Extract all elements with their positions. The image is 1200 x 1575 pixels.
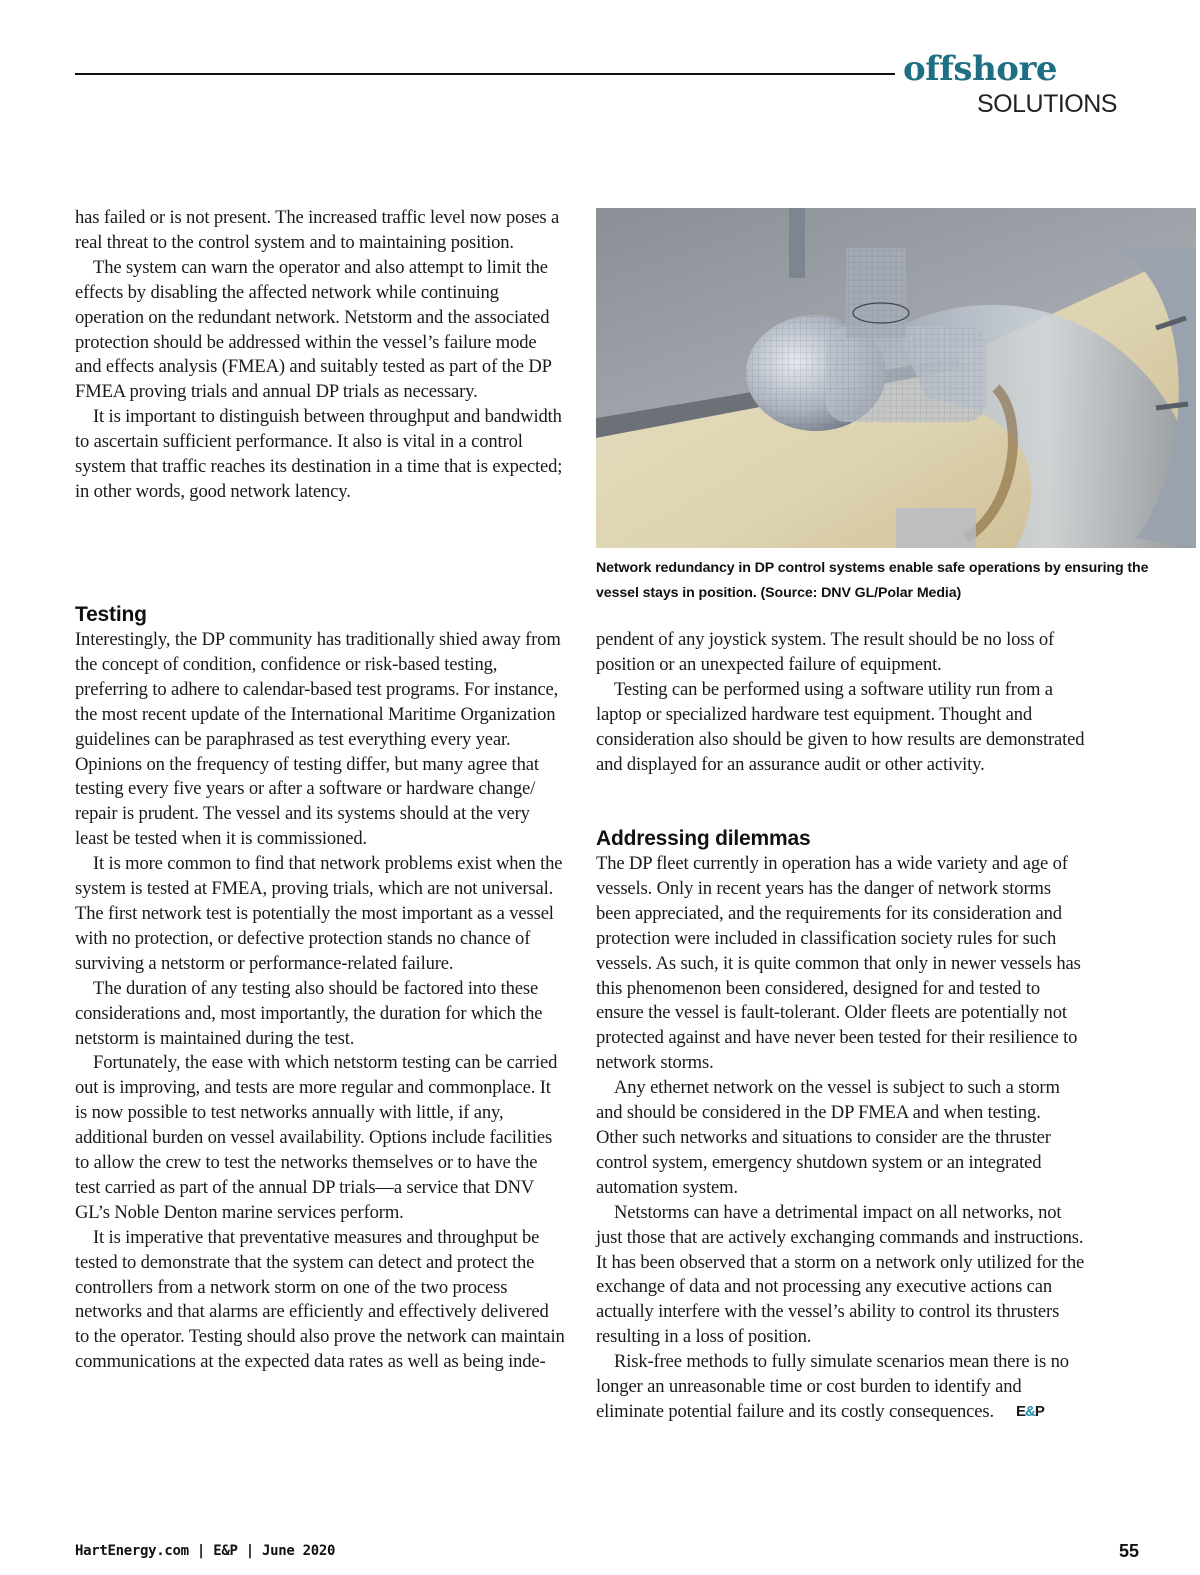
heading-addressing-dilemmas: Addressing dilemmas bbox=[596, 827, 811, 850]
left-column-testing bbox=[75, 628, 565, 1375]
paragraph: pendent of any joystick system. The result should be no loss of position or an unexpected failure of equipment. bbox=[596, 629, 1055, 675]
paragraph: The duration of any testing also should be factored into these considerations and, most importantly, the duration for which the netstorm is maintained during the test. bbox=[75, 977, 543, 1049]
paragraph: Any ethernet network on the vessel is subject to such a storm and should be considered in the DP FMEA and when testing. Other such networks and situations to consider are the thruster control system, emergency shutdown system or an integrated automation system. bbox=[596, 1077, 1060, 1198]
footer-publication: HartEnergy.com | E&P | June 2020 bbox=[75, 1543, 336, 1559]
section-brand-solutions: SOLUTIONS bbox=[977, 90, 1117, 118]
right-column-continuation bbox=[596, 628, 1086, 777]
heading-testing: Testing bbox=[75, 603, 147, 626]
paragraph: Interestingly, the DP community has traditionally shied away from the concept of condition, confidence or risk-based testing, preferring to adhere to calendar-based test programs. For instance, the most recent update of the International Maritime Organization guidelines can be paraphrased as test everything every year. Opinions on the frequency of testing differ, but many agree that testing every five years or after a software or hardware change/ repair is prudent. The vessel and its systems should at the very least be tested when it is commissioned. bbox=[75, 629, 561, 850]
section-brand-offshore: offshore bbox=[903, 49, 1058, 89]
paragraph-final bbox=[596, 1350, 1086, 1425]
left-column-intro bbox=[75, 206, 565, 505]
paragraph: It is more common to find that network problems exist when the system is tested at FMEA, proving trials, which are not universal. The first network test is potentially the most important as a vessel with no protection, or defective protection stands no chance of surviving a netstorm or performance-related failure. bbox=[75, 853, 563, 974]
paragraph: Netstorms can have a detrimental impact on all networks, not just those that are actively exchanging commands and instructions. It has been observed that a storm on a network only utilized for the exchange of data and not processing any executive actions can actually interfere with the vessel’s ability to control its thrusters resulting in a loss of position. bbox=[596, 1201, 1085, 1348]
paragraph: Fortunately, the ease with which netstorm testing can be carried out is improving, and tests are more regular and commonplace. It is now possible to test networks annually with little, if any, additional burden on vessel availability. Options include facilities to allow the crew to test the networks themselves or to have the test carried as part of the annual DP trials—a service that DNV GL’s Noble Denton marine services perform. bbox=[75, 1052, 558, 1223]
page-number: 55 bbox=[1119, 1541, 1140, 1561]
paragraph: It is important to distinguish between throughput and bandwidth to ascertain sufficient performance. It also is vital in a control system that traffic reaches its destination in a time that is expected; in other words, good network latency. bbox=[75, 406, 563, 502]
header-rule bbox=[75, 73, 895, 75]
thruster-illustration bbox=[596, 208, 1196, 548]
paragraph: The DP fleet currently in operation has a wide variety and age of vessels. Only in recent years has the danger of network storms been appreciated, and the requirements for its consideration and protection were included in classification society rules for such vessels. As such, it is quite common that only in newer vessels has this phenomenon been considered, designed for and tested to ensure the vessel is fault-tolerant. Older fleets are potentially not protected against and have never been tested for their resilience to network storms. bbox=[596, 853, 1081, 1074]
paragraph: It is imperative that preventative measures and throughput be tested to demonstrate that the system can detect and protect the controllers from a network storm on one of the two process networks and that alarms are efficiently and effectively delivered to the operator. Testing should also prove the network can maintain communications at the expected data rates as well as being inde- bbox=[75, 1226, 565, 1373]
paragraph: Testing can be performed using a software utility run from a laptop or specialized hardware test equipment. Thought and consideration also should be given to how results are demonstrated and displayed for an assurance audit or other activity. bbox=[596, 678, 1085, 775]
photo-caption: Network redundancy in DP control systems enable safe operations by ensuring the vessel stays in position. (Source: DNV GL/Polar Media) bbox=[596, 560, 1149, 601]
right-column-addressing bbox=[596, 852, 1086, 1425]
paragraph: has failed or is not present. The increased traffic level now poses a real threat to the control system and to maintaining position. bbox=[75, 207, 560, 253]
ep-endmark-icon: E&P bbox=[1015, 1402, 1044, 1420]
thruster-wireframe-photo bbox=[596, 208, 1196, 548]
paragraph-text: Risk-free methods to fully simulate scenarios mean there is no longer an unreasonable time or cost burden to identify and eliminate potential failure and its costly consequences. bbox=[596, 1351, 1069, 1422]
paragraph: The system can warn the operator and also attempt to limit the effects by disabling the affected network while continuing operation on the redundant network. Netstorm and the associated protection should be addressed within the vessel’s failure mode and effects analysis (FMEA) and suitably tested as part of the DP FMEA proving trials and annual DP trials as necessary. bbox=[75, 256, 552, 403]
